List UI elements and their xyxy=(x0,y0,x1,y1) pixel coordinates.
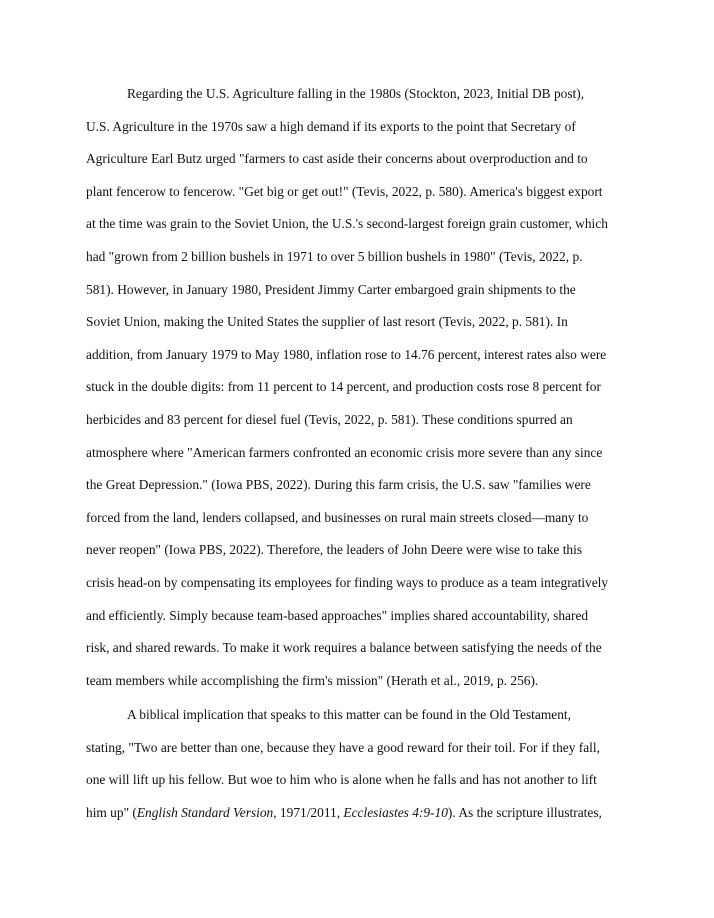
text-line: the Great Depression." (Iowa PBS, 2022). During this farm crisis, the U.S. saw "families were xyxy=(86,477,591,493)
text-line: team members while accomplishing the firm's mission" (Herath et al., 2019, p. 256). xyxy=(86,672,539,688)
text-line: had "grown from 2 billion bushels in 1971 to over 5 billion bushels in 1980" (Tevis, 2022, p. xyxy=(86,248,583,264)
text-line: risk, and shared rewards. To make it work requires a balance between satisfying the needs of the xyxy=(86,640,602,656)
text-line: Regarding the U.S. Agriculture falling in the 1980s (Stockton, 2023, Initial DB post), xyxy=(127,86,585,101)
text-line: atmosphere where "American farmers confronted an economic crisis more severe than any since xyxy=(86,444,603,460)
text-line: never reopen" (Iowa PBS, 2022). Therefore, the leaders of John Deere were wise to take this xyxy=(86,542,583,558)
citation-text: him up" ( xyxy=(86,805,137,821)
text-line: and efficiently. Simply because team-based approaches" implies shared accountability, shared xyxy=(86,607,589,623)
text-line: forced from the land, lenders collapsed, and businesses on rural main streets closed—many to xyxy=(86,509,589,525)
document-body xyxy=(86,78,646,830)
citation-version-italic: English Standard Version xyxy=(136,805,274,821)
citation-text: , 1971/2011, xyxy=(273,805,344,821)
citation-verse-italic: Ecclesiastes 4:9-10 xyxy=(343,805,448,821)
text-line: Agriculture Earl Butz urged "farmers to cast aside their concerns about overproduction and to xyxy=(86,151,588,167)
text-line: one will lift up his fellow. But woe to him who is alone when he falls and has not another to lift xyxy=(86,772,597,788)
text-line: A biblical implication that speaks to this matter can be found in the Old Testament, xyxy=(127,707,571,723)
text-line: Soviet Union, making the United States the supplier of last resort (Tevis, 2022, p. 581). In xyxy=(86,314,568,330)
text-line: stating, "Two are better than one, because they have a good reward for their toil. For if they fall, xyxy=(86,739,600,755)
paragraph-biblical-implication xyxy=(86,699,646,829)
text-line: 581). However, in January 1980, President Jimmy Carter embargoed grain shipments to the xyxy=(86,281,576,297)
text-line: crisis head-on by compensating its employees for finding ways to produce as a team integratively xyxy=(86,574,609,590)
text-line: stuck in the double digits: from 11 percent to 14 percent, and production costs rose 8 percent for xyxy=(86,379,601,395)
text-line: at the time was grain to the Soviet Union, the U.S.'s second-largest foreign grain customer, which xyxy=(86,216,608,232)
text-line: addition, from January 1979 to May 1980, inflation rose to 14.76 percent, interest rates also were xyxy=(86,346,607,362)
citation-text: ). As the scripture illustrates, xyxy=(447,805,602,821)
text-line: herbicides and 83 percent for diesel fuel (Tevis, 2022, p. 581). These conditions spurred an xyxy=(86,411,573,427)
text-line-citation xyxy=(86,797,646,830)
text-line: plant fencerow to fencerow. "Get big or get out!" (Tevis, 2022, p. 580). America's biggest export xyxy=(86,183,603,199)
paragraph-farm-crisis xyxy=(86,78,646,697)
text-line: U.S. Agriculture in the 1970s saw a high demand if its exports to the point that Secretary of xyxy=(86,118,576,134)
